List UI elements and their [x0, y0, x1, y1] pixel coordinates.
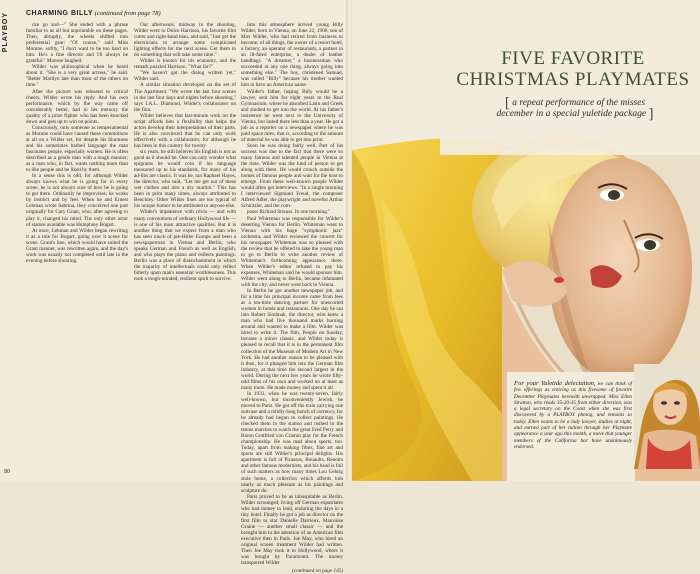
paragraph: In Berlin he got another newspaper job, and for a time his principal income came from fees as a tea-time dancing partner for unescorted women in hotels and restaurants. One day he ran into Robert Siodmak, the director, who knew a man who had five thousand marks burning around and wanted to make a film. Wilder was hired to write it. The film, People on Sunday, became a minor classic, and Wilder today is pleased to recall that it is in the permanent film collection of the Museum of Modern Art in New York. He had another reason to be pleased with it then, for it plunged him into the German film industry, at that time the second largest in the world. During the next few years he wrote fifty-odd films of his own and worked on at least as many more. He made money and spent it all. — [241, 288, 343, 391]
paragraph: After the picture was released to critical cheers, Wilder wrote his reply. And his own performance, which by the way came off considerably better, had in his memory the quality of a prize fighter who has been knocked down and gets up to win on points. — [26, 88, 128, 125]
paragraph: At once, Lehman and Wilder began rewriting it as a role for Bogart, going over it scene for scene. Grant's line, which would have suited the Grant manner, was rewritten again, and the day's work was usually not completed until late in the evening before shooting. — [26, 227, 128, 264]
paragraph: Paul Whiteman was responsible for Wilder's deserting Vienna for Berlin. Whiteman went to Vienna with his huge "symphonic jazz" orchestra, and Wilder reviewed the concert for his newspaper. Whiteman was so pleased with the review that he offered to take the young man to go to Berlin to write another review of Whiteman's forthcoming appearance there. When Wilder's editor refused to pay his expenses, Whiteman said he would sponsor him. Wilder went along to Berlin, became infatuated with the city, and never went back to Vienna. — [241, 215, 343, 289]
paragraph: Paris proved to be as inhospitable as Berlin. Wilder scrounged, living off German expatriates who had money to lend, enduring the days in a tiny hotel. Finally he got a job as director on the first film to star Danielle Darrieux, Mauvaise Graine — another small classic — and the brought him to the attention of an American film executive then in Paris. Joe May, who hired an original screen treatment Wilder had written. Then Joe May took it to Hollywood, where it was bought by Paramount. The money transported Wilder — [241, 493, 343, 567]
paragraph: "We haven't got the dialog written yet," Wilder said. — [134, 70, 236, 83]
paragraph: Wilder's impatience with trivia — and with many conventions of ordinary Hollywood life — is one of his most attractive qualities. But it is another thing that we expect from a man who has seen much of pre-Hitler Europe and been a newspaperman in Vienna and Berlin, who speaks German and French as well as English, and who plays the piano and collects paintings. Berlin was a place of disenchantment in which the majority of intellectuals could only reflect bitterly upon man's essential worthlessness. This took a tough-minded, resilient spirit to survive. — [134, 209, 236, 282]
paragraph: poser Richard Strauss. In one morning." — [247, 209, 331, 216]
feature-caption — [514, 381, 632, 450]
bracket-left-icon: [ — [504, 95, 510, 111]
running-head-continued: (continued from page 78) — [94, 10, 161, 17]
paragraph: Into this atmosphere arrived young Billy Wilder, born in Vienna, on June 22, 1906, son of Max Wilder, who had retired from business to become, of all things, the owner of a resort hotel, a factory, an operator of restaurants, a partner in an ill-fated enterprise, a dealer of leather handbags. "A dreamer," a businessman who succeeded at any one thing, always going into something else." The boy, christened Samuel, was called "Billy" because his mother wanted him to have an American name. — [241, 22, 343, 89]
paragraph: Wilder's father, hoping Billy would be a lawyer, sent him for eight years to the Real Gymnasium, where he absorbed Latin and Greek and studied to get into the world. At his father's insistence he went next to the University of Vienna, but lasted there less than a year. He got a job as a reporter on a newspaper where he was paid space rates, that is, according to the amount of material he was able to get into print. — [241, 88, 343, 143]
article-column-2 — [134, 22, 236, 467]
page-number: 90 — [4, 469, 11, 475]
subtitle-line-1: a repeat performance of the misses — [512, 98, 646, 108]
paragraph: Wilder believes that last-minute work on the script affords him a flexibility that helps the actors develop their interpretations of their parts. He is also convinced that he can only work effectively with a collaborator, for although he has been in this country for twenty — [134, 112, 236, 149]
paragraph: Wilder is known for his economy, and the remark puzzled Harrison. "What for?" — [134, 58, 236, 71]
article-column-1 — [26, 22, 128, 467]
feature-subtitle — [456, 95, 694, 122]
running-head — [26, 10, 161, 17]
paragraph: six years, he still believes his English is not as good as it should be. One can only wonder what epigrams he would coin if his language measured up to his standards, for many of his ad-libs are classic. It was he, not Raphael Hayes, the director, who said, "Let me get out of these wet clothes and into a dry martini." This has been in print many times, always attributed to Benchley. Other Wilder lines are too typical of his unique humor to be attributed to anyone else. — [134, 148, 236, 210]
caption-body: we can think of few offerings as enticing as this fivesome of favorite December Playmates herewith unwrapped. Miss Ellen Stratton, who reads 35-20-35 from either direction, was a legal secretary on the Coast when she was first discovered by a PLAYBOY photog, and remains so today. Ellen wants to be a lady lawyer, studies at night, and earned part of her tuition through her Playmate appearance a year ago this month, a move that younger members of the California bar have unanimously endorsed. — [514, 381, 633, 450]
right-page — [352, 0, 700, 481]
article-column-3 — [241, 22, 343, 574]
feature-title-line-1: FIVE FAVORITE — [501, 48, 645, 69]
caption-lead: For your Yuletide delectation, — [514, 380, 596, 387]
paragraph: A similar situation developed on the set of The Apartment. "We wrote the last four scenes in the last four days and nights before shooting," says I.A.L. Diamond, Wilder's collaborator on the film. — [134, 82, 236, 113]
subtitle-line-2: december in a special yuletide package — [496, 109, 647, 119]
feature-title-line-2: CHRISTMAS PLAYMATES — [456, 69, 690, 90]
paragraph: Consciously, only someone as temperamental as Monroe could have caused these commotions at all on a Wilder set, for despite his bluntness and his sometimes barbed language the man fascinates people, especially women. He is often described as a gentle man with a tough manner; as a man who, in fact, wants nothing more than to like people and be liked by them. — [26, 124, 128, 174]
paragraph: Wilder was philosophical when he heard about it. "She is a very great actress," he said. "Better Marilyn late than most of the others on time." — [26, 64, 128, 89]
paragraph: In 1933, when he was twenty-seven, fairly well-known, but inconveniently Jewish, he moved to Paris. He got off the train carrying one suitcase and a mildly-long bunch of currency, for he already had begun to collect paintings. He checked them in the station and rushed to the tennis matches to watch the great Fred Perry and Baron Gottfried von Cramm play for the French championship. He was mad about sports, too. Today, apart from making films, fine art and sports are still Wilder's principal delights. His apartment is full of Picassos, Rouaults, Renoirs and other famous modernists, and his head is full of such matters as how many times Lou Gehrig stole home, a collection which affords him nearly as much pleasure as his paintings and sculpture do. — [241, 390, 343, 494]
playmate-inset-photo — [634, 364, 700, 469]
bracket-right-icon: ] — [648, 106, 654, 122]
continued-note: (continued on page 145) — [292, 568, 343, 574]
feature-title — [448, 48, 698, 90]
running-head-title: CHARMING BILLY — [26, 10, 94, 17]
magazine-logo: PLAYBOY — [2, 12, 9, 53]
paragraph: can go and—" She ended with a phrase familiar to us all but unprintable on these pages. Then, abruptly, the wheels shifted into preferential gear: "Of course," said Miss Monroe, softly, "I don't want to be too hard on him. He's a fine director and I'll always be grateful." Monroe laughed. — [26, 22, 128, 65]
paragraph: Our afternoons, midway in the shooting, Wilder went to Dolce Harrison, his favorite film cutter and right-hand man, and said, "Just get the electricians to arrange some complicated lighting effects for the next scene. Get them to do something that will take some time." — [134, 22, 236, 59]
left-page — [0, 0, 348, 574]
paragraph: Soon he was doing fairly well. Part of his success was due to the fact that there were so many famous and talented people in Vienna at the time. Wilder was the kind of person to get along with them. He would crouch outside the homes of famous people and wait for the host to emerge. From these well-known people Wilder would often get interviews. "In a single morning I interviewed Sigmund Freud, the composer Alfred Adler, the playwright and novelist Arthur Schnitzler, and the com- — [241, 142, 343, 210]
paragraph: In a sense this is odd, for although Wilder always knows what he is going for in every scene, he is not always sure of how he is going to get there. Ordinarily he improvises; he works by instinct and by feel. When he and Ernest Lehman wrote Sabrina, they conceived one part originally for Cary Grant, who, after agreeing to play it, changed his mind. The only other actor of stature available was Humphrey Bogart. — [26, 173, 128, 228]
